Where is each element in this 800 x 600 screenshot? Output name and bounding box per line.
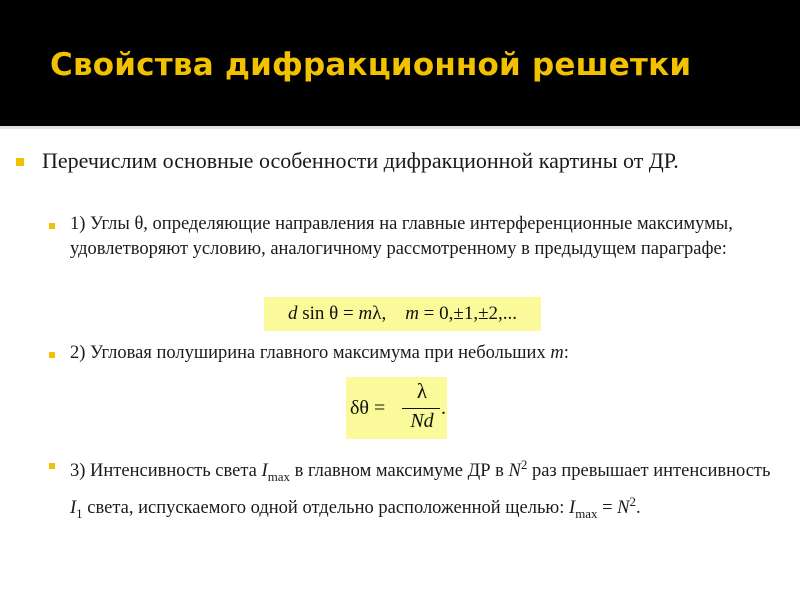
formula-sep: ,	[381, 303, 406, 324]
item-3-part: .	[635, 498, 641, 518]
formula-values: = 0,±1,±2,...	[418, 303, 517, 324]
formula-m-2: m	[405, 303, 419, 324]
formula-end: .	[441, 397, 446, 419]
formula-m: m	[358, 303, 373, 324]
item-2-body: 2) Угловая полуширина главного максимума при небольших	[70, 343, 551, 363]
var-I: I	[261, 461, 268, 482]
item-3-part: света, испускаемого одной отдельно расположенной щелью:	[82, 498, 570, 518]
formula-lambda: λ	[372, 303, 382, 324]
item-3-part: в главном максимуме ДР в	[289, 461, 509, 482]
formula-grating-equation	[264, 297, 541, 331]
formula-denominator: Nd	[410, 410, 434, 432]
formula-half-width	[346, 377, 447, 439]
item-2-text	[70, 341, 786, 366]
title-divider	[0, 126, 800, 129]
sub-bullet-square-icon	[49, 463, 55, 469]
item-1-text: 1) Углы θ, определяющие направления на главные интерференционные максимумы, удовлетворяют условию, аналогичному рассмотренному в предыдущем параграфе:	[70, 214, 733, 259]
formula-d: d	[287, 303, 298, 324]
subscript-max: max	[575, 505, 598, 521]
item-2-var: m	[550, 343, 564, 363]
superscript-2: 2	[629, 493, 636, 509]
formula-numerator: λ	[416, 379, 428, 403]
formula-sin-theta: sin θ =	[297, 303, 359, 324]
item-3-part: раз превышает интенсивность	[527, 461, 771, 482]
var-N: N	[617, 498, 630, 518]
var-I: I	[569, 498, 576, 518]
var-N: N	[508, 461, 521, 482]
subscript-1: 1	[76, 505, 83, 521]
sub-bullet-square-icon	[49, 352, 55, 358]
item-3-part: 3) Интенсивность света	[70, 461, 262, 482]
formula-lhs: δθ =	[350, 397, 386, 419]
item-3-part: =	[597, 498, 618, 518]
bullet-square-icon	[16, 158, 24, 166]
var-I: I	[70, 498, 77, 518]
superscript-2: 2	[520, 457, 528, 472]
slide-title: Свойства дифракционной решетки	[50, 47, 692, 83]
item-3-text	[70, 452, 786, 526]
intro-text: Перечислим основные особенности дифракционной картины от ДР.	[42, 148, 679, 173]
item-2-end: :	[563, 343, 569, 363]
subscript-max: max	[267, 468, 290, 484]
sub-bullet-square-icon	[49, 223, 55, 229]
fraction-bar	[402, 408, 440, 409]
